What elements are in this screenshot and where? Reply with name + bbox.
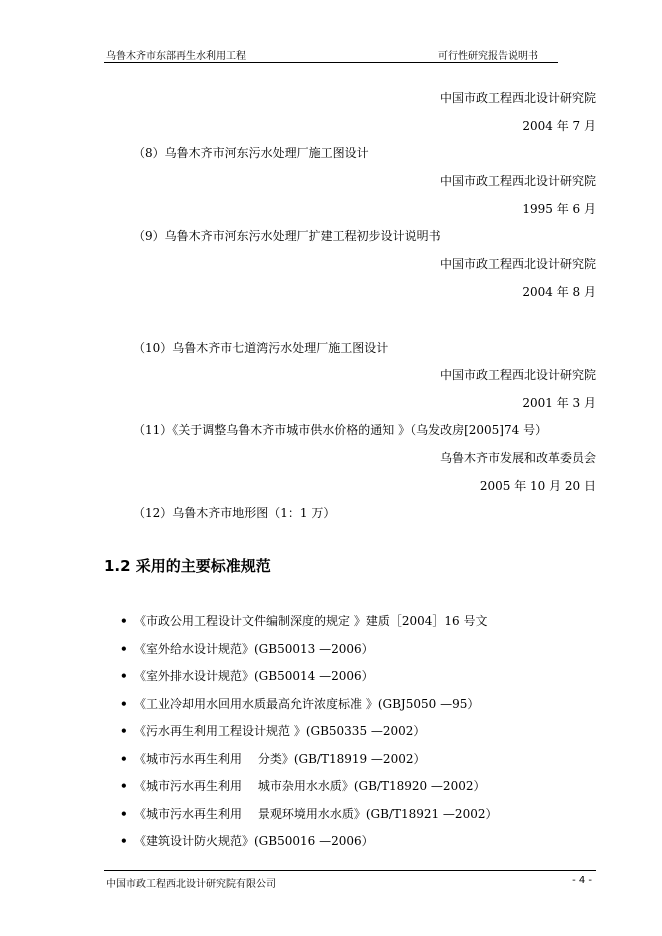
list-item	[120, 614, 497, 642]
list-item	[120, 642, 497, 670]
list-item	[120, 697, 497, 725]
ref11-date: 2005 年 10 月 20 日	[479, 479, 596, 493]
standard-text: 《室外给水设计规范》(GB50013 —2006）	[134, 641, 374, 656]
page-header	[104, 44, 558, 63]
standard-text: 《城市污水再生利用 景观环境用水水质》(GB/T18921 —2002）	[134, 806, 498, 821]
standard-text: 《城市污水再生利用 城市杂用水水质》(GB/T18920 —2002）	[134, 779, 486, 793]
bullet-icon: •	[120, 614, 128, 628]
ref8-org: 中国市政工程西北设计研究院	[439, 174, 596, 188]
ref12-title: （12）乌鲁木齐市地形图（1：1 万）	[133, 506, 336, 520]
bullet-icon: •	[120, 751, 128, 766]
ref10-date: 2001 年 3 月	[522, 396, 596, 410]
bullet-icon: •	[120, 669, 128, 683]
standard-text: 《室外排水设计规范》(GB50014 —2006）	[134, 669, 374, 683]
list-item	[120, 669, 497, 697]
ref9-title: （9）乌鲁木齐市河东污水处理厂扩建工程初步设计说明书	[133, 229, 441, 243]
ref8-date: 1995 年 6 月	[522, 202, 596, 216]
standard-text: 《市政公用工程设计文件编制深度的规定 》建质［2004］16 号文	[134, 614, 488, 628]
list-item	[120, 752, 497, 780]
standard-text: 《污水再生利用工程设计规范 》(GB50335 —2002）	[134, 724, 426, 738]
header-document-type: 可行性研究报告说明书	[438, 51, 538, 62]
ref7-org: 中国市政工程西北设计研究院	[439, 91, 596, 105]
ref10-title: （10）乌鲁木齐市七道湾污水处理厂施工图设计	[133, 341, 389, 355]
ref10-org: 中国市政工程西北设计研究院	[439, 368, 596, 382]
bullet-icon: •	[120, 641, 128, 656]
standard-text: 《工业冷却用水回用水质最高允许浓度标准 》(GBJ5050 —95）	[134, 696, 480, 711]
bullet-icon: •	[120, 834, 128, 848]
ref11-org: 乌鲁木齐市发展和改革委员会	[439, 451, 596, 465]
standard-text: 《城市污水再生利用 分类》(GB/T18919 —2002）	[134, 751, 426, 766]
list-item	[120, 724, 497, 752]
ref7-date: 2004 年 7 月	[522, 119, 596, 133]
bullet-icon: •	[120, 779, 128, 793]
section-title: 1.2 采用的主要标准规范	[104, 557, 271, 575]
list-item	[120, 834, 497, 862]
ref11-title: （11）《关于调整乌鲁木齐市城市供水价格的通知 》（乌发改房[2005]74 号）	[133, 423, 548, 437]
list-item	[120, 779, 497, 807]
standard-text: 《建筑设计防火规范》(GB50016 —2006）	[134, 834, 374, 848]
bullet-icon: •	[120, 724, 128, 738]
page-number: - 4 -	[572, 875, 592, 886]
bullet-icon: •	[120, 696, 128, 711]
list-item	[120, 807, 497, 835]
page-footer	[104, 870, 596, 890]
ref8-title: （8）乌鲁木齐市河东污水处理厂施工图设计	[133, 146, 369, 160]
header-project-title: 乌鲁木齐市东部再生水利用工程	[106, 51, 246, 62]
standards-list	[120, 614, 497, 862]
ref9-date: 2004 年 8 月	[522, 285, 596, 299]
footer-company: 中国市政工程西北设计研究院有限公司	[106, 879, 276, 890]
ref9-org: 中国市政工程西北设计研究院	[439, 257, 596, 271]
bullet-icon: •	[120, 806, 128, 821]
